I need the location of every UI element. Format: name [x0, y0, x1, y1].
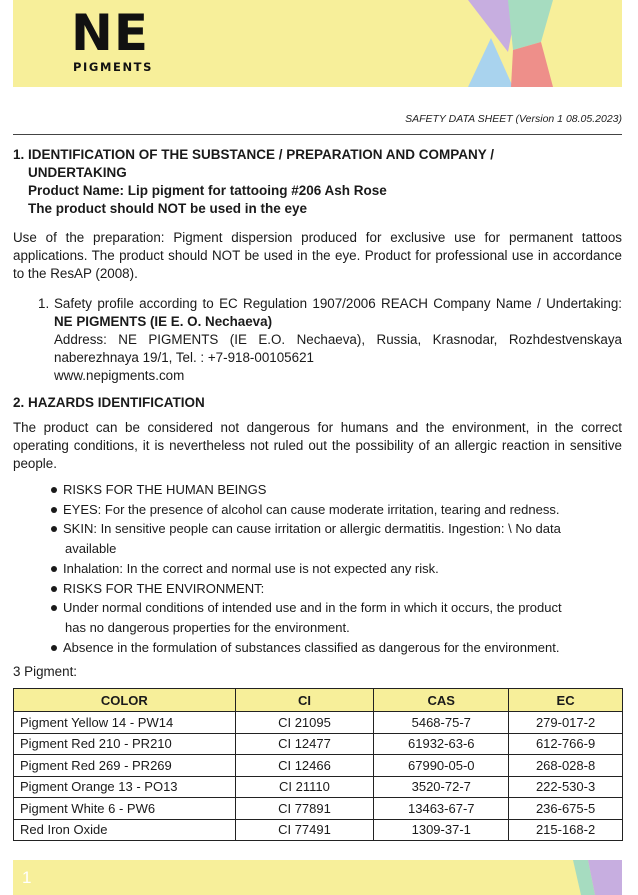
- pigment-table: [13, 688, 623, 841]
- bullet-continuation: has no dangerous properties for the environment.: [65, 619, 350, 635]
- table-cell: Pigment White 6 - PW6: [14, 798, 236, 820]
- table-row: [14, 798, 623, 820]
- logo-main-text: NE: [71, 4, 150, 62]
- table-header-row: [14, 689, 623, 712]
- company-address: Address: NE PIGMENTS (IE E.O. Nechaeva), Russia, Krasnodar, Rozhdestvenskaya naberezhnaya 19/1, Tel. : +7-918-00105621: [54, 332, 622, 365]
- bullet-item: EYES: For the presence of alcohol can cause moderate irritation, tearing and redness.: [48, 500, 626, 520]
- table-cell: 67990-05-0: [374, 755, 509, 777]
- table-cell: Pigment Orange 13 - PO13: [14, 776, 236, 798]
- company-website: www.nepigments.com: [54, 368, 185, 383]
- footer-decorative-shapes: [13, 860, 622, 895]
- table-row: [14, 819, 623, 841]
- table-cell: 5468-75-7: [374, 712, 509, 734]
- table-cell: 1309-37-1: [374, 819, 509, 841]
- use-paragraph: Use of the preparation: Pigment dispersion produced for exclusive use for permanent tattoos applications. The product should NOT be used in the eye. Product for professional use in accordance to the ResAP (2008).: [13, 230, 622, 281]
- table-cell: CI 21095: [235, 712, 374, 734]
- bullet-item: Inhalation: In the correct and normal use is not expected any risk.: [48, 559, 626, 579]
- bullet-item: RISKS FOR THE ENVIRONMENT:: [48, 579, 626, 599]
- table-cell: 215-168-2: [509, 819, 623, 841]
- table-cell: Pigment Red 210 - PR210: [14, 733, 236, 755]
- hazards-intro: The product can be considered not dangerous for humans and the environment, in the correct operating conditions, it is nevertheless not ruled out the possibility of an allergic reaction in sensitive people.: [13, 420, 622, 471]
- eye-warning: The product should NOT be used in the eye: [28, 201, 308, 216]
- table-cell: 13463-67-7: [374, 798, 509, 820]
- section1-title: 1. IDENTIFICATION OF THE SUBSTANCE / PREPARATION AND COMPANY /: [13, 147, 495, 162]
- item-number: 1.: [38, 296, 50, 311]
- page-number: 1: [22, 868, 32, 887]
- mint-shape: [508, 0, 553, 50]
- column-header: EC: [509, 689, 623, 712]
- bullet-continuation: available: [65, 541, 117, 557]
- top-divider: [13, 134, 622, 135]
- table-cell: 279-017-2: [509, 712, 623, 734]
- decorative-shapes: [13, 0, 622, 87]
- footer-band: [13, 860, 622, 895]
- table-cell: CI 21110: [235, 776, 374, 798]
- column-header: COLOR: [14, 689, 236, 712]
- table-row: [14, 755, 623, 777]
- table-cell: 236-675-5: [509, 798, 623, 820]
- section1-title-cont: UNDERTAKING: [28, 165, 127, 180]
- table-cell: Pigment Red 269 - PR269: [14, 755, 236, 777]
- table-cell: 268-028-8: [509, 755, 623, 777]
- table-cell: Red Iron Oxide: [14, 819, 236, 841]
- table-cell: CI 12477: [235, 733, 374, 755]
- company-name: NE PIGMENTS (IE E. O. Nechaeva): [54, 314, 273, 329]
- safety-profile-item: [54, 295, 622, 385]
- sds-version-line: SAFETY DATA SHEET (Version 1 08.05.2023): [405, 113, 622, 125]
- column-header: CI: [235, 689, 374, 712]
- logo-sub-text: PIGMENTS: [73, 60, 153, 74]
- bullet-item: RISKS FOR THE HUMAN BEINGS: [48, 480, 626, 500]
- table-cell: CI 12466: [235, 755, 374, 777]
- pigment-label: 3 Pigment:: [13, 664, 78, 679]
- hazards-bullet-list: [48, 480, 626, 657]
- column-header: CAS: [374, 689, 509, 712]
- bullet-item: Absence in the formulation of substances classified as dangerous for the environment.: [48, 638, 626, 658]
- table-cell: CI 77891: [235, 798, 374, 820]
- section2-title: 2. HAZARDS IDENTIFICATION: [13, 395, 205, 410]
- table-row: [14, 712, 623, 734]
- bullet-item: SKIN: In sensitive people can cause irritation or allergic dermatitis. Ingestion: \ No data: [48, 519, 626, 539]
- table-cell: 612-766-9: [509, 733, 623, 755]
- table-cell: 3520-72-7: [374, 776, 509, 798]
- table-cell: 61932-63-6: [374, 733, 509, 755]
- bullet-item: Under normal conditions of intended use and in the form in which it occurs, the product: [48, 598, 626, 618]
- table-cell: CI 77491: [235, 819, 374, 841]
- product-name: Product Name: Lip pigment for tattooing #206 Ash Rose: [28, 183, 387, 198]
- table-cell: 222-530-3: [509, 776, 623, 798]
- header-band: [13, 0, 622, 87]
- table-cell: Pigment Yellow 14 - PW14: [14, 712, 236, 734]
- table-row: [14, 733, 623, 755]
- table-row: [14, 776, 623, 798]
- safety-profile-text: Safety profile according to EC Regulation 1907/2006 REACH Company Name / Undertaking:: [54, 296, 622, 311]
